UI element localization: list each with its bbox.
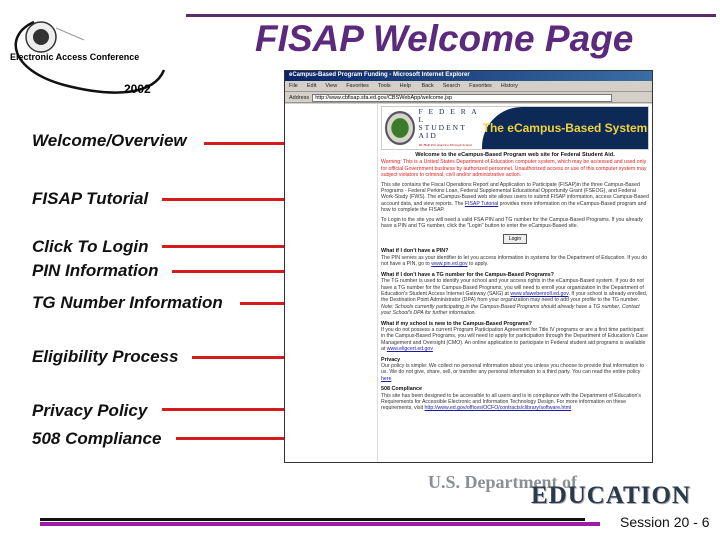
callout-pin: PIN Information (32, 261, 159, 280)
privacy-text: Our policy is simple: We collect no personal information about you unless you choose to provide that information to us. We do not give, share, sell, or transfer any personal information to a third party. You can read the entire policy (381, 362, 645, 376)
pin-link[interactable]: www.pin.ed.gov (431, 261, 468, 268)
callout-tutorial: FISAP Tutorial (32, 189, 149, 208)
fsa-line2: STUDENT AID (418, 122, 467, 140)
search-button[interactable]: Search (442, 83, 461, 89)
callout-eligibility: Eligibility Process (32, 347, 179, 366)
menu-tools[interactable]: Tools (377, 83, 391, 89)
system-title: The eCampus-Based System (482, 107, 648, 149)
callout-login: Click To Login (32, 237, 149, 256)
eligcert-link[interactable]: www.eligcert.ed.gov (386, 346, 433, 353)
callout-privacy: Privacy Policy (32, 401, 148, 420)
page-content (285, 104, 652, 462)
welcome-heading: Welcome to the eCampus-Based Program web site for Federal Student Aid. (415, 152, 615, 158)
new-school-heading: What if my school is new to the Campus-Based Programs? (381, 320, 532, 327)
intro-end: provides more information on the eCampus-Based program and how to complete the FISAP. (381, 200, 647, 214)
favorites-button[interactable]: Favorites (469, 83, 492, 89)
callout-tg: TG Number Information (32, 293, 223, 312)
warning-text: Warning: This is a United States Department of Education computer system, which may be accessed and used only for official Government business by authorized personnel. Unauthorized access or use of this computer system may subject violators to criminal, civil and/or administrative action. (381, 159, 647, 179)
tg-end: . If your school is already enrolled, the Destination Point Administrator (DPA) from your organization may need to add your profile to the TG number. (381, 290, 648, 304)
menu-view[interactable]: View (325, 83, 338, 89)
fsa-tagline: We Help Put America Through School (418, 142, 472, 147)
education-logo (428, 472, 691, 509)
fsa-line1: F E D E R A L (418, 106, 479, 124)
pin-text: The PIN serves as your identifier to let you access information in systems for the Department of Education. If you do not have a PIN, go to (381, 254, 648, 268)
pin-heading: What if I don't have a PIN? (381, 248, 449, 255)
conference-year: 2002 (124, 82, 151, 96)
history-button[interactable]: History (500, 83, 518, 89)
tg-note: Note: Schools currently participating in the Campus-Based Programs should already have a TG number. Contact your School's DPA for further information. (381, 303, 640, 317)
login-button[interactable]: Login (503, 234, 527, 244)
education-seal-icon (385, 111, 415, 145)
fisap-tutorial-link[interactable]: FISAP Tutorial (464, 200, 499, 207)
session-number: Session 20 - 6 (620, 514, 710, 530)
tg-heading: What if I don't have a TG number for the Campus-Based Programs? (381, 271, 554, 278)
dept-bottom: EDUCATION (531, 482, 691, 509)
fsa-banner (381, 106, 649, 150)
sfawebenroll-link[interactable]: www.sfawebenroll.ed.gov (510, 290, 569, 297)
menu-favorites[interactable]: Favorites (346, 83, 369, 89)
menu-help[interactable]: Help (399, 83, 411, 89)
login-text: To Login to the site you will need a valid FSA PIN and TG number for the Campus-Based Programs. If you already have a PIN and TG number, click the "Login" button to enter the eCampus-Based site. (381, 216, 643, 230)
privacy-link[interactable]: here (381, 375, 392, 382)
conference-logo (4, 10, 174, 105)
pin-end: to apply. (469, 261, 489, 268)
footer-line-purple (40, 522, 600, 526)
slide-title: FISAP Welcome Page (255, 18, 634, 59)
browser-title: eCampus-Based Program Funding - Microsoft Internet Explorer (285, 71, 652, 81)
menu-file[interactable]: File (289, 83, 298, 89)
menu-edit[interactable]: Edit (306, 83, 317, 89)
menu-bar (285, 81, 652, 92)
508-link[interactable]: http://www.ed.gov/offices/OCFO/contracts/clibrary/software.html (424, 405, 572, 412)
footer-line (40, 518, 585, 521)
browser-screenshot (284, 70, 653, 463)
main-content (378, 104, 652, 462)
privacy-heading: Privacy (381, 356, 401, 363)
508-heading: 508 Compliance (381, 386, 423, 393)
callout-welcome: Welcome/Overview (32, 131, 187, 150)
508-text: This site has been designed to be accessible to all users and is in compliance with the Department of Education's Requirements for Accessible Electronic and Information Technology Design. For more information on these requirements, visit (381, 392, 641, 412)
address-label: Address (289, 95, 310, 102)
tg-text: The TG number is used to identify your school and your access rights in the eCampus-Based system. If you do not have a TG number for the Campus-Based Programs, you will need to enroll your organization in the Department of Education's Student Access Internet Gateway (SAIG) at (381, 278, 644, 297)
back-button[interactable]: Back (421, 83, 434, 89)
callout-508: 508 Compliance (32, 429, 162, 448)
conference-name: Electronic Access Conference (10, 52, 140, 62)
top-divider (186, 14, 716, 17)
dept-top: U.S. Department of (428, 472, 577, 492)
address-bar (285, 92, 652, 103)
left-column (285, 104, 378, 462)
new-school-text: If you do not possess a current Program Participation Agreement for Title IV programs or are a first time participant in the Campus-Based Programs, you will need to apply for participation through the Department of Education's Case Management and Oversight (CMO). An online application to participate in Federal student aid programs is available at (381, 326, 648, 353)
address-input[interactable] (312, 94, 612, 102)
intro-text: This site contains the Fiscal Operations Report and Application to Participate (FISAP)in the three Campus-Based Programs - Federal Perkins Loan, Federal Supplemental Educational Opportunity Grant (FSEOG), and Federal Work-Study (FWS). The eCampus-Based web site allows users to submit FISAP information, access Campus-Based account data, and view reports. The (381, 181, 649, 207)
